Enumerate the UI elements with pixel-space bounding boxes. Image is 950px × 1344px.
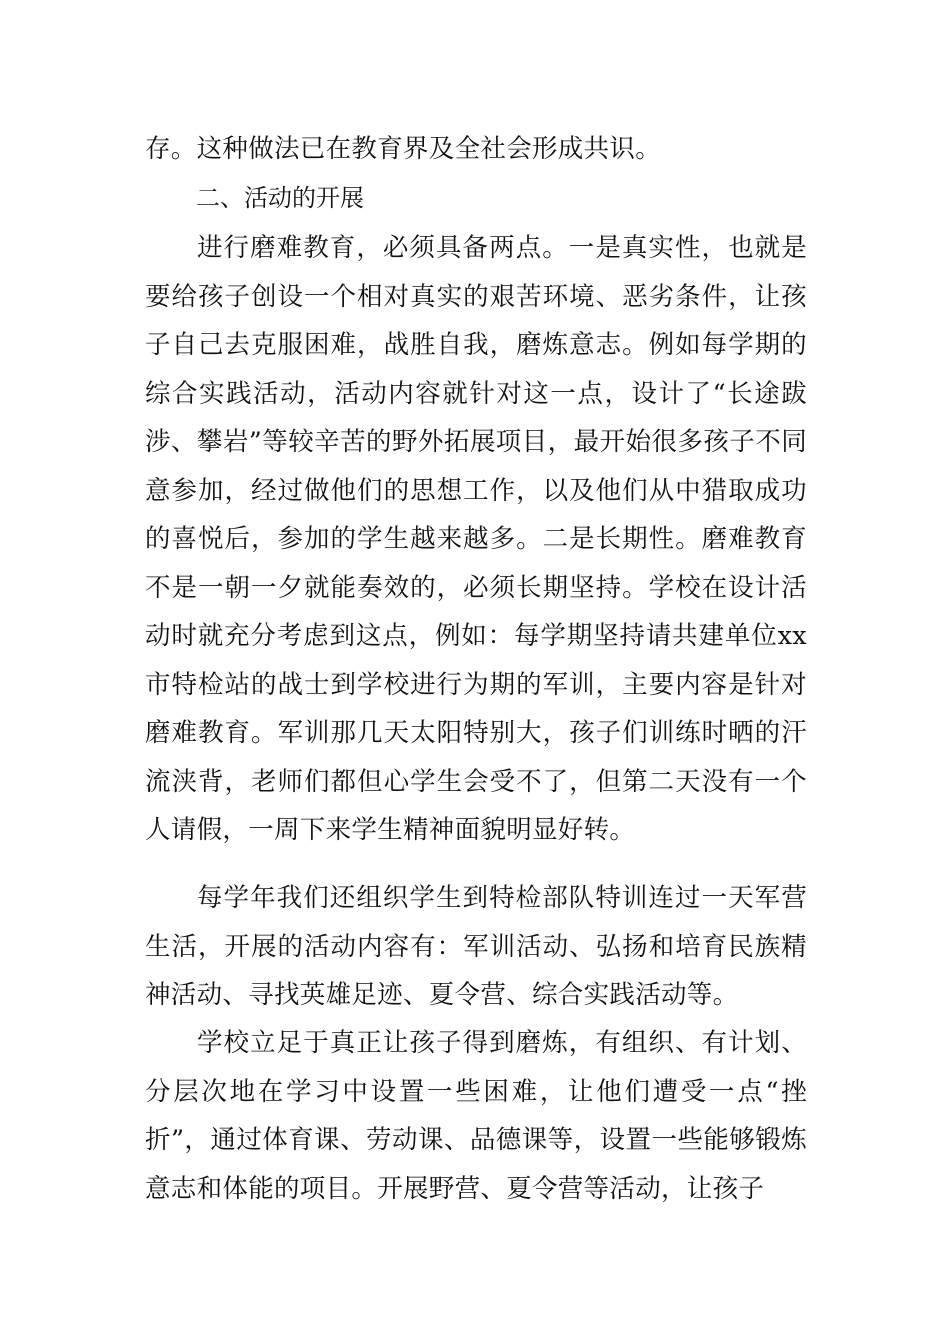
paragraph-3: 学校立足于真正让孩子得到磨炼，有组织、有计划、分层次地在学习中设置一些困难，让他们遭受一点“挫折”，通过体育课、劳动课、品德课等，设置一些能够锻炼意志和体能的项目。开展野营、夏令营等活动，让孩子	[145, 1028, 807, 1204]
continuation-text: 存。这种做法已在教育界及全社会形成共识。	[145, 134, 662, 164]
paragraph-1: 进行磨难教育，必须具备两点。一是真实性，也就是要给孩子创设一个相对真实的艰苦环境、恶劣条件，让孩子自己去克服困难，战胜自我，磨炼意志。例如每学期的综合实践活动，活动内容就针对这一点，设计了“长途跋涉、攀岩”等较辛苦的野外拓展项目，最开始很多孩子不同意参加，经过做他们的思想工作，以及他们从中猎取成功的喜悦后，参加的学生越来越多。二是长期性。磨难教育不是一朝一夕就能奏效的，必须长期坚持。学校在设计活动时就充分考虑到这点，例如：每学期坚持请共建单位xx市特检站的战士到学校进行为期的军训，主要内容是针对磨难教育。军训那几天太阳特别大，孩子们训练时晒的汗流浃背，老师们都但心学生会受不了，但第二天没有一个人请假，一周下来学生精神面貌明显好转。	[145, 233, 807, 845]
paragraph-2: 每学年我们还组织学生到特检部队特训连过一天军营生活，开展的活动内容有：军训活动、弘扬和培育民族精神活动、寻找英雄足迹、夏令营、综合实践活动等。	[145, 883, 807, 1010]
section-heading: 二、活动的开展	[196, 184, 364, 212]
